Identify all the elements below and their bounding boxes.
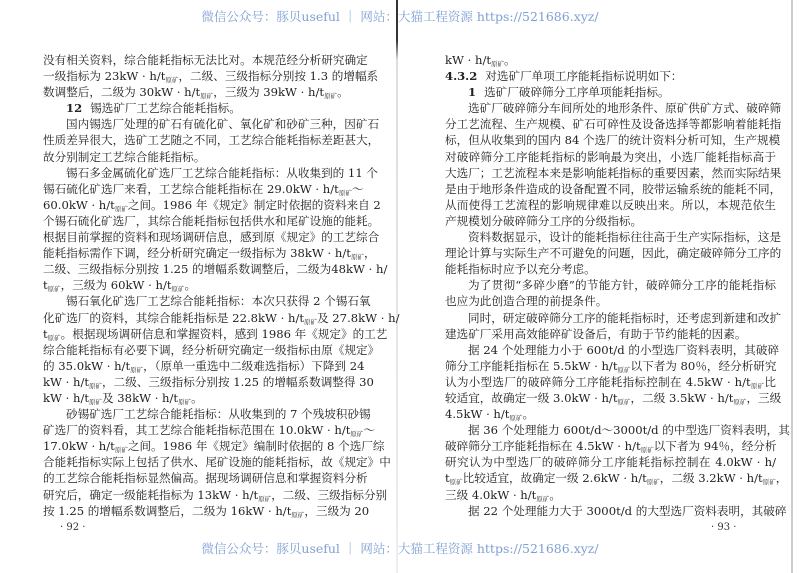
text-run: t	[445, 471, 450, 486]
text-run: 对破碎筛分工序能耗指标的影响最为突出，小选厂能耗指标高于	[445, 149, 776, 164]
text-run: 矿选厂的资料看，其工艺综合能耗指标范围在 10.0kW · h/t	[43, 423, 351, 438]
text-run: 从而使得工艺流程的影响规律难以反映出来。所以，本规范依生	[445, 197, 776, 212]
text-run: 故分别制定工艺综合能耗指标。	[43, 149, 206, 164]
text-line	[43, 406, 371, 422]
section-number: 12	[66, 101, 83, 116]
text-run: 为了贯彻“多碎少磨”的节能方针，破碎筛分工序的能耗指标	[468, 278, 776, 293]
page-number-left: · 92 ·	[60, 522, 86, 533]
text-line	[445, 342, 780, 358]
text-line	[43, 487, 388, 503]
unit-subscript: 原矿	[640, 446, 654, 455]
book-gutter	[396, 0, 398, 573]
text-run: 。	[191, 390, 203, 405]
unit-subscript: 原矿	[449, 478, 463, 487]
unit-subscript: 原矿	[114, 446, 128, 455]
text-run: kW · h/t	[445, 53, 492, 67]
unit-subscript: 原矿	[324, 92, 338, 101]
unit-subscript: 原矿	[171, 285, 185, 294]
text-line	[43, 100, 363, 116]
text-run: t	[43, 326, 48, 341]
text-run: ，二级、三级指标分别	[271, 487, 388, 502]
text-line	[445, 132, 781, 148]
text-run: 的 35.0kW · h/t	[43, 358, 131, 373]
text-run: 选矿厂破碎筛分车间所处的地形条件、原矿供矿方式、破碎筛	[468, 101, 782, 116]
text-run: ，二级 3.5kW · h/t	[630, 390, 734, 405]
text-run: 。	[549, 487, 561, 502]
text-run: ，三级	[746, 390, 782, 405]
text-run: 同时，研定破碎筛分工序的能耗指标时，还考虑到新建和改扩	[468, 310, 782, 325]
text-line	[445, 326, 776, 342]
text-line	[43, 165, 378, 181]
text-run: 认为小型选厂的破碎筛分工序能耗指标控制在 4.5kW · h/t	[445, 374, 751, 389]
text-run: 以下者为 94％，经分析	[653, 439, 777, 454]
text-line	[445, 213, 776, 229]
text-run: 。	[184, 278, 197, 293]
unit-subscript: 原矿	[47, 285, 61, 294]
text-line	[43, 342, 380, 358]
text-run: 研究后，确定一级能耗指标为 13kW · h/t	[43, 487, 259, 502]
unit-subscript: 原矿	[178, 397, 192, 406]
text-run: 比	[764, 374, 776, 389]
text-line	[445, 261, 776, 277]
text-run: 。	[504, 53, 516, 67]
text-run: 没有相关资料，综合能耗指标无法比对。本规范经分析研究确定	[43, 53, 368, 67]
text-run: ，（原单一重选中二级难选指标）下降到 24	[143, 358, 365, 373]
text-line	[445, 438, 776, 454]
text-run: 也应为此创造合理的前提条件。	[445, 294, 608, 309]
text-run: 据 22 个处理能力大于 3000t/d 的大型选厂资料表明，其破碎	[468, 503, 787, 518]
text-line	[445, 100, 782, 116]
text-run: 以下者为 80％，经分析研究	[630, 358, 777, 373]
text-line	[445, 487, 776, 503]
text-line	[43, 454, 391, 470]
unit-subscript: 原矿	[338, 188, 352, 197]
text-run: 之间。1986 年《规定》制定时依据的资料来自 2	[127, 197, 381, 212]
text-run: 个锡石硫化矿选厂，其综合能耗指标包括供水和尾矿设施的能耗。	[43, 213, 380, 228]
text-run: 按 1.25 的增幅系数调整后，二级为 16kW · h/t	[43, 503, 292, 518]
unit-subscript: 原矿	[617, 365, 631, 374]
text-line	[43, 245, 376, 262]
text-line	[445, 165, 782, 181]
text-run: kW · h/t	[43, 390, 90, 405]
text-line	[445, 310, 782, 326]
text-line	[43, 229, 380, 245]
watermark-top: 微信公众号：豚贝useful ｜ 网站：大猫工程资源 https://521686.xyz/	[201, 9, 599, 24]
unit-subscript: 原矿	[350, 430, 364, 439]
unit-subscript: 原矿	[258, 494, 272, 503]
unit-subscript: 原矿	[114, 204, 128, 213]
unit-subscript: 原矿	[89, 397, 103, 406]
text-line	[43, 149, 363, 165]
unit-subscript: 原矿	[491, 60, 505, 68]
text-run: 据 24 个处理能力小于 600t/d 的小型选厂资料表明，其破碎	[468, 342, 780, 357]
unit-subscript: 原矿	[130, 365, 144, 374]
text-run: 大选厂；工艺流程本来是影响能耗指标的重要因素，然而实际结果	[445, 165, 782, 180]
unit-subscript: 原矿	[617, 397, 631, 406]
text-line	[43, 470, 368, 486]
text-line	[445, 470, 788, 487]
text-run: 锡选矿厂工艺综合能耗指标。	[90, 101, 241, 116]
unit-subscript: 原矿	[536, 494, 550, 503]
text-line	[43, 116, 380, 132]
text-run: 合能耗指标实际上包括了供水、尾矿设施的能耗指标，故《规定》中	[43, 455, 391, 470]
text-run: 据 36 个处理能力 600t/d～3000t/d 的中型选厂资料表明，其	[468, 423, 790, 438]
text-run: t	[43, 278, 48, 293]
text-line	[445, 68, 776, 84]
text-line	[43, 261, 388, 277]
text-run: 三级 4.0kW · h/t	[445, 487, 537, 502]
text-line	[43, 374, 374, 390]
text-run: ，二级 3.2kW · h/t	[659, 471, 763, 486]
text-run: 及 27.8kW · h/	[317, 310, 400, 325]
text-run: ，三级为 20	[304, 503, 370, 518]
unit-subscript: 原矿	[304, 317, 318, 326]
text-line	[445, 503, 787, 519]
section-number: 1	[468, 85, 477, 100]
text-line	[445, 422, 790, 438]
text-run: 破碎筛分工序能耗指标在 4.5kW · h/t	[445, 439, 641, 454]
text-run: 数调整后，二级为 30kW · h/t	[43, 85, 201, 100]
text-line	[445, 149, 776, 165]
text-line	[43, 390, 363, 406]
text-run: ，三级为 60kW · h/t	[60, 278, 172, 293]
text-line	[43, 52, 368, 68]
text-run: 综合能耗指标有必要下调，经分析研究确定一级指标由原《规定》	[43, 342, 380, 357]
text-run: ，	[775, 471, 788, 486]
text-run: ，	[363, 246, 376, 261]
text-line	[43, 213, 380, 229]
text-run: 4.5kW · h/t	[445, 407, 510, 422]
text-run: 及 38kW · h/t	[102, 390, 179, 405]
unit-subscript: 原矿	[350, 253, 364, 262]
text-run: 资料数据显示，设计的能耗指标往往高于生产实际指标，这是	[468, 230, 782, 245]
text-line	[43, 326, 388, 342]
text-line	[445, 277, 776, 293]
unit-subscript: 原矿	[47, 333, 61, 342]
text-run: 二级、三级指标分别按 1.25 的增幅系数调整后，二级为48kW · h/	[43, 262, 388, 277]
text-line	[445, 116, 782, 132]
text-run: 国内锡选厂处理的矿石有硫化矿、氧化矿和砂矿三种，因矿石	[66, 117, 380, 132]
text-run: 比较适宜，故确定一级 2.6kW · h/t	[462, 471, 647, 486]
unit-subscript: 原矿	[750, 381, 765, 390]
text-line	[445, 229, 782, 245]
text-run: 标，但从收集到的国内 84 个选厂的统计资料分析可知，生产规模	[445, 133, 781, 148]
text-run: kW · h/t	[43, 374, 90, 389]
text-run: ，三级为 39kW · h/t	[213, 85, 325, 100]
text-line	[445, 406, 776, 422]
unit-subscript: 原矿	[291, 510, 305, 519]
text-run: 较适宜，故确定一级 3.0kW · h/t	[445, 390, 618, 405]
text-run: 的工艺综合能耗指标显然偏高。据现场调研信息和掌握资料分析	[43, 471, 368, 486]
unit-subscript: 原矿	[762, 478, 776, 487]
text-line	[445, 197, 776, 213]
text-run: 60.0kW · h/t	[43, 197, 115, 212]
text-run: 产规模划分破碎筛分工序的分级指标。	[445, 213, 643, 228]
text-run: 是由于地形条件造成的设备配置不同，胶带运输系统的能耗不同，	[445, 181, 782, 196]
watermark-bottom: 微信公众号：豚贝useful ｜ 网站：大猫工程资源 https://521686.xyz/	[201, 541, 599, 556]
text-run: ～	[351, 181, 364, 196]
text-line	[43, 503, 370, 519]
text-line	[445, 181, 782, 197]
text-run: 锡石多金属硫化矿选厂工艺综合能耗指标：从收集到的 11 个	[66, 165, 378, 180]
text-line	[43, 310, 400, 326]
text-line	[445, 245, 782, 261]
text-line	[43, 277, 363, 293]
text-run: 。	[337, 85, 349, 100]
text-line	[445, 293, 776, 309]
text-line	[445, 454, 776, 470]
text-run: ～	[363, 423, 376, 438]
page-edge	[791, 0, 793, 573]
text-run: 研究认为中型选厂的破碎筛分工序能耗指标控制在 4.0kW · h/	[445, 455, 776, 470]
text-run: 能耗指标需作下调，经分析研究确定一级指标为 38kW · h/t	[43, 246, 351, 261]
text-run: 理论计算与实际生产不可避免的问题，因此，确定破碎筛分工序的	[445, 246, 782, 261]
text-line	[43, 197, 381, 213]
text-run: 砂锡矿选厂工艺综合能耗指标：从收集到的 7 个残坡积砂锡	[66, 407, 371, 422]
page-number-right: · 93 ·	[711, 522, 737, 533]
text-run: 锡石氧化矿选厂工艺综合能耗指标：本次只获得 2 个锡石氧	[66, 294, 371, 309]
text-line	[43, 438, 385, 455]
text-run: 选矿厂破碎筛分工序单项能耗指标。	[484, 85, 670, 100]
text-run: 。根据现场调研信息和掌握资料，感到 1986 年《规定》的工艺	[60, 326, 388, 341]
text-run: 分工艺流程、生产规模、矿石可碎性及设备选择等都影响着能耗指	[445, 117, 782, 132]
text-run: 对选矿厂单项工序能耗指标说明如下：	[485, 69, 683, 84]
left-page	[43, 52, 400, 519]
text-line	[43, 68, 379, 85]
right-page	[445, 52, 790, 519]
text-line	[445, 358, 776, 374]
unit-subscript: 原矿	[646, 478, 660, 487]
text-run: ，二级、三级指标分别按 1.25 的增幅系数调整得 30	[102, 374, 374, 389]
text-line	[445, 52, 776, 68]
unit-subscript: 原矿	[509, 414, 523, 423]
text-run: 性质差异很大，选矿工艺随之不同，工艺综合能耗指标差距甚大，	[43, 133, 380, 148]
text-run: 之间。1986 年《规定》编制时依据的 8 个选厂综	[127, 439, 385, 454]
text-line	[43, 181, 363, 197]
unit-subscript: 原矿	[165, 76, 179, 85]
text-line	[445, 84, 776, 100]
text-line	[43, 132, 380, 148]
text-line	[445, 390, 782, 406]
text-run: 建选矿厂采用高效能碎矿设备后，有助于节约能耗的因素。	[445, 326, 747, 341]
text-run: 。	[522, 407, 535, 422]
text-run: 一级指标为 23kW · h/t	[43, 69, 166, 84]
text-line	[445, 374, 776, 390]
text-run: 能耗指标时应予以充分考虑。	[445, 262, 596, 277]
text-run: 筛分工序能耗指标在 5.5kW · h/t	[445, 358, 618, 373]
text-line	[43, 293, 371, 309]
unit-subscript: 原矿	[200, 92, 214, 101]
unit-subscript: 原矿	[733, 397, 747, 406]
text-line	[43, 358, 363, 374]
text-line	[43, 84, 363, 100]
text-run: 17.0kW · h/t	[43, 439, 115, 454]
text-run: ，二级、三级指标分别按 1.3 的增幅系	[178, 69, 379, 84]
text-run: 根据目前掌握的资料和现场调研信息，感到原《规定》的工艺综合	[43, 230, 380, 245]
section-number: 4.3.2	[445, 69, 478, 84]
text-line	[43, 422, 376, 439]
text-run: 锡石硫化矿选厂来看，工艺综合能耗指标在 29.0kW · h/t	[43, 181, 339, 196]
unit-subscript: 原矿	[89, 381, 103, 390]
text-run: 化矿选厂的资料，其综合能耗指标是 22.8kW · h/t	[43, 310, 305, 325]
